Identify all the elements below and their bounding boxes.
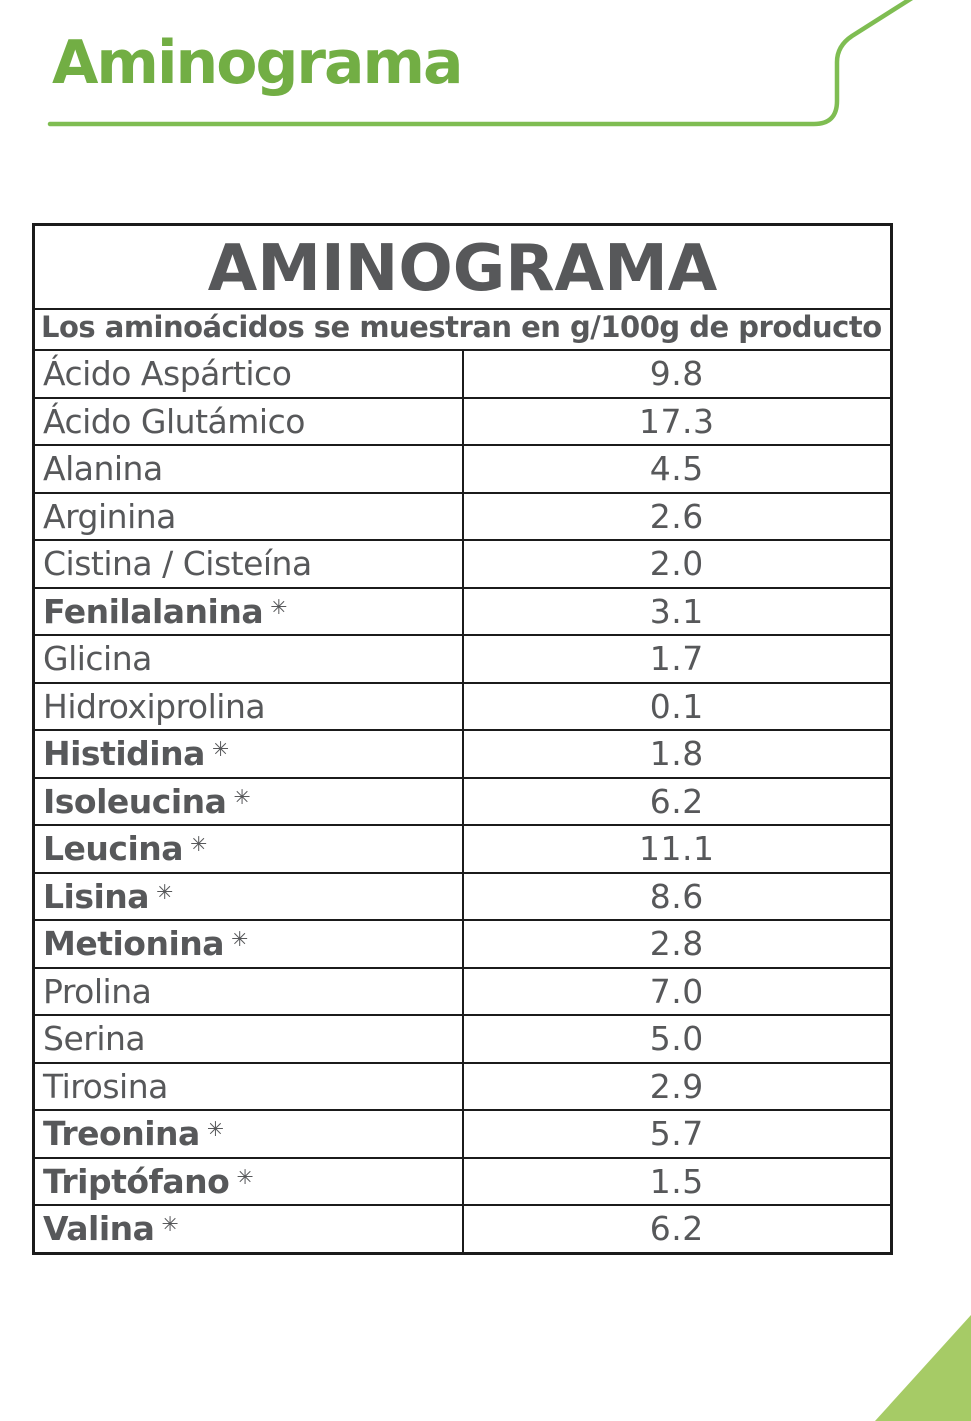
essential-marker: ✳: [199, 1117, 225, 1142]
amino-value-cell: 2.6: [463, 493, 892, 541]
amino-value-cell: 11.1: [463, 825, 892, 873]
table-row: [34, 445, 892, 493]
table-header: [34, 225, 892, 351]
amino-name-cell: Fenilalanina ✳: [34, 588, 463, 636]
amino-value-cell: 2.0: [463, 540, 892, 588]
table-title: AMINOGRAMA: [34, 225, 892, 310]
amino-value-cell: 9.8: [463, 350, 892, 398]
table-title-row: [34, 225, 892, 310]
essential-marker: ✳: [263, 594, 288, 619]
table-row: [34, 350, 892, 398]
amino-value-cell: 1.5: [463, 1158, 892, 1206]
amino-name-cell: Leucina ✳: [34, 825, 463, 873]
amino-name-cell: Lisina ✳: [34, 873, 463, 921]
amino-value-cell: 7.0: [463, 968, 892, 1016]
amino-value-cell: 1.7: [463, 635, 892, 683]
amino-name-cell: Ácido Glutámico: [34, 398, 463, 446]
amino-value-cell: 2.8: [463, 920, 892, 968]
essential-marker: ✳: [204, 737, 230, 762]
amino-value-cell: 0.1: [463, 683, 892, 731]
amino-name-cell: Alanina: [34, 445, 463, 493]
amino-name-cell: Serina: [34, 1015, 463, 1063]
table-row: [34, 873, 892, 921]
amino-name-cell: Glicina: [34, 635, 463, 683]
table-row: [34, 683, 892, 731]
essential-marker: ✳: [229, 1164, 254, 1189]
table-row: [34, 398, 892, 446]
amino-name-cell: Metionina ✳: [34, 920, 463, 968]
table-row: [34, 1015, 892, 1063]
amino-value-cell: 17.3: [463, 398, 892, 446]
amino-name-cell: Isoleucina ✳: [34, 778, 463, 826]
aminogram-table-container: [32, 223, 893, 1255]
amino-value-cell: 6.2: [463, 778, 892, 826]
essential-marker: ✳: [226, 784, 251, 809]
table-row: [34, 1063, 892, 1111]
essential-marker: ✳: [183, 832, 208, 857]
table-row: [34, 968, 892, 1016]
amino-value-cell: 3.1: [463, 588, 892, 636]
essential-marker: ✳: [154, 1212, 179, 1237]
amino-name-cell: Cistina / Cisteína: [34, 540, 463, 588]
amino-name-cell: Valina ✳: [34, 1205, 463, 1253]
amino-name-cell: Triptófano ✳: [34, 1158, 463, 1206]
amino-name-cell: Ácido Aspártico: [34, 350, 463, 398]
amino-value-cell: 8.6: [463, 873, 892, 921]
corner-triangle: [875, 1315, 971, 1421]
table-row: [34, 920, 892, 968]
table-row: [34, 1205, 892, 1253]
amino-value-cell: 2.9: [463, 1063, 892, 1111]
table-row: [34, 1110, 892, 1158]
amino-name-cell: Arginina: [34, 493, 463, 541]
amino-name-cell: Treonina ✳: [34, 1110, 463, 1158]
amino-value-cell: 5.7: [463, 1110, 892, 1158]
table-row: [34, 540, 892, 588]
amino-value-cell: 5.0: [463, 1015, 892, 1063]
table-row: [34, 588, 892, 636]
amino-value-cell: 6.2: [463, 1205, 892, 1253]
amino-value-cell: 4.5: [463, 445, 892, 493]
essential-marker: ✳: [224, 927, 249, 952]
amino-name-cell: Tirosina: [34, 1063, 463, 1111]
amino-name-cell: Prolina: [34, 968, 463, 1016]
amino-value-cell: 1.8: [463, 730, 892, 778]
amino-name-cell: Histidina ✳: [34, 730, 463, 778]
table-row: [34, 635, 892, 683]
table-subtitle: Los aminoácidos se muestran en g/100g de producto: [34, 309, 892, 350]
table-row: [34, 778, 892, 826]
aminogram-table: [32, 223, 893, 1255]
essential-marker: ✳: [149, 879, 174, 904]
page-title: Aminograma: [52, 28, 462, 98]
table-row: [34, 493, 892, 541]
table-row: [34, 730, 892, 778]
table-row: [34, 1158, 892, 1206]
table-subtitle-row: [34, 309, 892, 350]
table-row: [34, 825, 892, 873]
table-body: [34, 350, 892, 1253]
amino-name-cell: Hidroxiprolina: [34, 683, 463, 731]
